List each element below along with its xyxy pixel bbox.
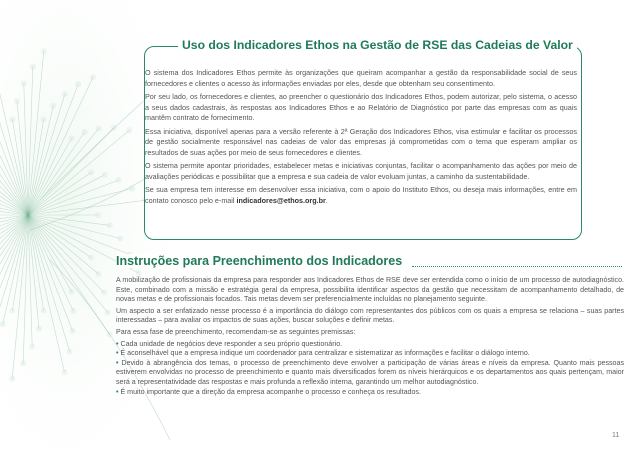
box-paragraph-5 (145, 185, 577, 206)
bullet-icon: • (116, 387, 119, 396)
list-item (116, 359, 624, 388)
contact-end: . (325, 195, 328, 205)
bullet-text: Devido à abrangência dos temas, o processo de preenchimento deve envolver a participação de várias áreas e níveis da empresa. Quanto mais pessoas estiverem envolvidas no processo de preenchimento e quanto mais diversificados forem os níveis hierárquicos e os departamentos aos quais pertençam, maior será a representatividade das respostas e mais profunda a reflexão interna, garantindo um melhor autodiagnóstico. (116, 358, 624, 386)
bullet-text: Cada unidade de negócios deve responder a seu próprio questionário. (120, 339, 343, 348)
list-item (116, 340, 624, 350)
list-item (116, 349, 624, 359)
instructions-body (116, 276, 624, 399)
list-item (116, 388, 624, 398)
box-body (145, 68, 577, 209)
box-paragraph-3: Essa iniciativa, disponível apenas para a versão referente à 2ª Geração dos Indicadores Ethos, visa estimular e facilitar os processos de gestão socialmente responsável nas cadeias de valor das empresas já comprometidas com o tema que esperam ampliar os resultados de suas ações por meio de seus fornecedores e clientes. (145, 126, 577, 157)
box-paragraph-4: O sistema permite apontar prioridades, estabelecer metas e iniciativas conjuntas, facilitar o acompanhamento das ações por meio de avaliações periódicas e possibilitar que a empresa e sua cadeia de valor evoluam juntas, a caminho da sustentabilidade. (145, 161, 577, 181)
page-number: 11 (612, 432, 620, 439)
bullet-icon: • (116, 349, 119, 358)
bullet-icon: • (116, 358, 119, 367)
section-title: Instruções para Preenchimento dos Indicadores (116, 254, 405, 268)
box-paragraph-1: O sistema dos Indicadores Ethos permite às organizações que queiram acompanhar a gestão da responsabilidade social de seus fornecedores e clientes o acesso às informações enviadas por eles, desde que obtenham seu consentimento. (145, 68, 577, 88)
title-dotted-rule (412, 266, 622, 267)
bullet-text: É muito importante que a direção da empresa acompanhe o processo e conheça os resultados. (120, 387, 421, 396)
instructions-paragraph-2: Um aspecto a ser enfatizado nesse processo é a importância do diálogo com representantes dos públicos com os quais a empresa se relaciona – suas partes interessadas – para avaliar os impactos de suas ações, buscar soluções e definir metas. (116, 306, 624, 325)
instructions-paragraph-1: A mobilização de profissionais da empresa para responder aos Indicadores Ethos de RSE deve ser entendida como o início de um processo de autodiagnóstico. Este, combinado com a missão e estratégia geral da empresa, possibilita identificar aspectos da gestão que necessitam de acompanhamento detalhado, de novas metas e de profissionais focados. Tais metas devem ser preferencialmente incluídas no planejamento seguinte. (116, 276, 624, 304)
box-paragraph-2: Por seu lado, os fornecedores e clientes, ao preencher o questionário dos Indicadores Ethos, podem autorizar, pelo sistema, o acesso a seus dados cadastrais, às respostas aos Indicadores Ethos e ao Relatório de Diagnóstico por parte das empresas com as quais mantêm contrato de fornecimento. (145, 92, 577, 122)
contact-text: Se sua empresa tem interesse em desenvolver essa iniciativa, com o apoio do Instituto Ethos, ou deseja mais informações, entre em contato conosco pelo e-mail (145, 185, 577, 205)
email-link[interactable]: indicadores@ethos.org.br (236, 195, 326, 205)
bullet-text: É aconselhável que a empresa indique um coordenador para centralizar e sistematizar as informações e facilitar o diálogo interno. (120, 349, 530, 358)
bullet-icon: • (116, 339, 119, 348)
box-title: Uso dos Indicadores Ethos na Gestão de RSE das Cadeias de Valor (178, 38, 577, 52)
instructions-paragraph-3: Para essa fase de preenchimento, recomendam-se as seguintes premissas: (116, 327, 356, 336)
